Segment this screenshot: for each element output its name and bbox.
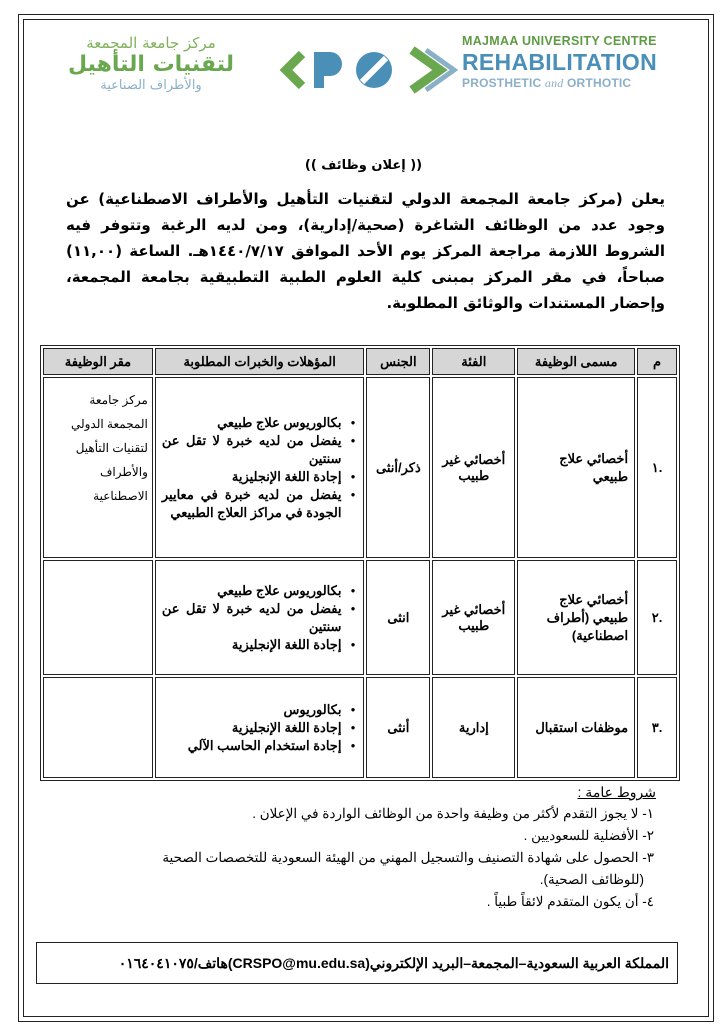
row-num: .٢ (637, 560, 677, 675)
footer-email-link[interactable]: (CRSPO@mu.edu.sa) (227, 955, 370, 971)
job-title: موظفات استقبال (517, 677, 635, 778)
logo-arabic-text (40, 34, 262, 102)
row-num: .٣ (637, 677, 677, 778)
job-location (43, 560, 153, 675)
conditions-heading: شروط عامة : (577, 784, 656, 800)
col-header-gender: الجنس (366, 348, 430, 375)
condition-item: ٣- الحصول على شهادة التصنيف والتسجيل المهني من الهيئة السعودية للتخصصات الصحية (162, 850, 654, 865)
logo-english-text (462, 34, 687, 104)
logo-ar-line3: والأطراف الصناعية (100, 78, 202, 93)
qualification-item: ● يفضل من لديه خبرة في معايير الجودة في مراكز العلاج الطبيعي (162, 486, 342, 522)
qualification-item: ● يفضل من لديه خبرة لا تقل عن سنتين (162, 600, 342, 636)
general-conditions (60, 781, 656, 913)
condition-item: ٤- أن يكون المتقدم لائقاً طبياً . (486, 894, 654, 909)
job-gender: انثى (366, 560, 430, 675)
job-gender: ذكر/أنثى (366, 377, 430, 558)
job-qualifications (155, 677, 365, 778)
condition-item: (للوظائف الصحية). (539, 872, 644, 887)
job-category: إدارية (432, 677, 515, 778)
qualification-item: ● إجادة اللغة الإنجليزية (162, 468, 342, 486)
announcement-title: (( إعلان وظائف )) (304, 158, 423, 173)
logo-en-line3: PROSTHETIC and ORTHOTIC (462, 76, 632, 90)
qualification-item: ● بكالوريوس علاج طبيعي (162, 582, 342, 600)
job-category: أخصائي غير طبيب (432, 560, 515, 675)
job-category: أخصائي غير طبيب (432, 377, 515, 558)
job-title: أخصائي علاج طبيعي (أطراف اصطناعية) (517, 560, 635, 675)
footer-address: المملكة العربية السعودية–المجمعة–البريد الإلكتروني (369, 954, 669, 971)
condition-item: ١- لا يجوز التقدم لأكثر من وظيفة واحدة من الوظائف الواردة في الإعلان . (252, 806, 654, 821)
job-gender: أنثى (366, 677, 430, 778)
jobs-table (40, 345, 680, 781)
table-header-row (43, 348, 677, 375)
logo-ar-line2: لتقنيات التأهيل (68, 52, 234, 77)
qualification-item: ● إجادة اللغة الإنجليزية (162, 719, 342, 737)
qualification-item: ● يفضل من لديه خبرة لا تقل عن سنتين (162, 432, 342, 468)
table-row (43, 377, 677, 558)
qualification-item: ● بكالوريوس (162, 701, 342, 719)
col-header-num: م (637, 348, 677, 375)
table-row (43, 560, 677, 675)
job-title: أخصائي علاج طبيعي (517, 377, 635, 558)
col-header-title: مسمى الوظيفة (517, 348, 635, 375)
qualification-item: ● إجادة اللغة الإنجليزية (162, 636, 342, 654)
logo-en-line2: REHABILITATION (462, 49, 657, 75)
logo-en-line1: MAJMAA UNIVERSITY CENTRE (462, 34, 657, 48)
col-header-qualifications: المؤهلات والخبرات المطلوبة (155, 348, 365, 375)
job-qualifications (155, 377, 365, 558)
row-num: .١ (637, 377, 677, 558)
col-header-location: مقر الوظيفة (43, 348, 153, 375)
job-location: مركز جامعة المجمعة الدولي لتقنيات التأهيل والأطراف الاصطناعية (43, 377, 153, 558)
logo-ar-line1: مركز جامعة المجمعة (86, 34, 216, 52)
qualification-item: ● إجادة استخدام الحاسب الآلي (162, 737, 342, 755)
condition-item: ٢- الأفضلية للسعوديين . (523, 828, 654, 843)
col-header-category: الفئة (432, 348, 515, 375)
footer-phone: هاتف/٠١٦٤٠٤١٠٧٥ (118, 954, 228, 971)
qualification-item: ● بكالوريوس علاج طبيعي (162, 414, 342, 432)
contact-footer (36, 942, 678, 984)
job-qualifications (155, 560, 365, 675)
announcement-body: يعلن (مركز جامعة المجمعة الدولي لتقنيات التأهيل والأطراف الاصطناعية) عن وجود عدد من الوظائف الشاغرة (صحية/إدارية)، ومن لديه الرغبة وتتوفر فيه الشروط اللازمة مراجعة المركز يوم الأحد الموافق ١٤٤٠/٧/١٧هـ. الساعة (١١,٠٠) صباحاً، في مقر المركز بمبنى كلية العلوم الطبية التطبيقية بجامعة المجمعة، وإحضار المستندات والوثائق المطلوبة. (66, 190, 665, 312)
centre-logo-mark (270, 40, 460, 100)
job-location (43, 677, 153, 778)
table-row (43, 677, 677, 778)
